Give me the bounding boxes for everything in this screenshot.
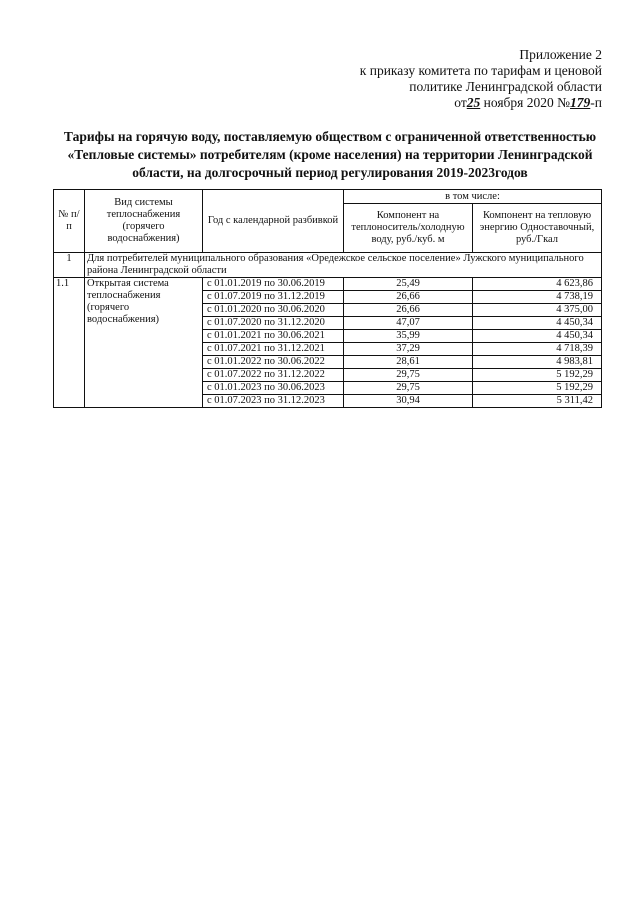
cell-period: с 01.07.2023 по 31.12.2023 [203,395,344,408]
header-period: Год с календарной разбивкой [203,190,344,253]
cell-period: с 01.01.2020 по 30.06.2020 [203,304,344,317]
date-month-year: ноября 2020 № [483,95,571,110]
subgroup-system: Открытая система теплоснабжения (горячего водоснабжения) [85,278,203,408]
date-prefix: от [454,95,467,110]
cell-water: 29,75 [344,369,473,382]
header-component-heat: Компонент на тепловую энергию Одноставочный, руб./Гкал [473,204,602,253]
appendix-date-line [342,95,602,111]
appendix-order-ref: к приказу комитета по тарифам и ценовой [359,63,602,78]
cell-period: с 01.01.2019 по 30.06.2019 [203,278,344,291]
cell-water: 47,07 [344,317,473,330]
cell-period: с 01.01.2022 по 30.06.2022 [203,356,344,369]
group-num: 1 [54,253,85,278]
cell-period: с 01.01.2021 по 30.06.2021 [203,330,344,343]
cell-heat: 4 375,00 [473,304,602,317]
table-body [54,253,602,408]
cell-water: 30,94 [344,395,473,408]
appendix-header [342,47,602,111]
appendix-committee: политике Ленинградской области [409,79,602,94]
cell-period: с 01.07.2021 по 31.12.2021 [203,343,344,356]
cell-water: 26,66 [344,304,473,317]
header-component-water: Компонент на теплоноситель/холодную воду, руб./куб. м [344,204,473,253]
title-line-2: «Тепловые системы» потребителям (кроме населения) на территории Ленинградской [67,147,593,162]
subgroup-num: 1.1 [54,278,85,408]
cell-period: с 01.07.2019 по 31.12.2019 [203,291,344,304]
cell-heat: 4 450,34 [473,330,602,343]
order-suffix: -п [590,95,602,110]
cell-water: 35,99 [344,330,473,343]
header-system: Вид системы теплоснабжения (горячего водоснабжения) [85,190,203,253]
title-line-1: Тарифы на горячую воду, поставляемую обществом с ограниченной ответственностью [63,129,597,144]
cell-heat: 5 192,29 [473,382,602,395]
document-title [60,128,600,182]
group-row [54,253,602,278]
group-description: Для потребителей муниципального образования «Оредежское сельское поселение» Лужского муниципального района Ленинградской области [85,253,602,278]
cell-period: с 01.07.2020 по 31.12.2020 [203,317,344,330]
cell-water: 29,75 [344,382,473,395]
table-row [54,278,602,291]
cell-period: с 01.01.2023 по 30.06.2023 [203,382,344,395]
order-number: 179 [570,95,591,110]
cell-heat: 4 623,86 [473,278,602,291]
cell-water: 28,61 [344,356,473,369]
cell-water: 25,49 [344,278,473,291]
tariff-table [53,189,602,408]
header-num: № п/п [54,190,85,253]
cell-water: 37,29 [344,343,473,356]
date-day: 25 [466,95,481,110]
cell-heat: 4 738,19 [473,291,602,304]
cell-heat: 4 450,34 [473,317,602,330]
cell-heat: 5 192,29 [473,369,602,382]
appendix-label: Приложение 2 [519,47,602,62]
title-line-3: области, на долгосрочный период регулирования 2019-2023годов [132,165,528,180]
cell-heat: 5 311,42 [473,395,602,408]
header-including: в том числе: [344,190,602,204]
cell-water: 26,66 [344,291,473,304]
cell-period: с 01.07.2022 по 31.12.2022 [203,369,344,382]
cell-heat: 4 718,39 [473,343,602,356]
cell-heat: 4 983,81 [473,356,602,369]
